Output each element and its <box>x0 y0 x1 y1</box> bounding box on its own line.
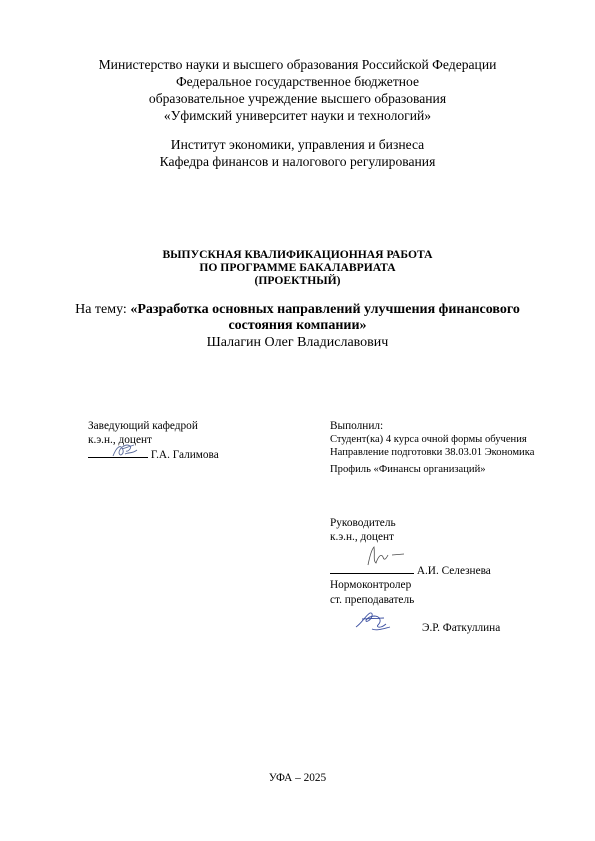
institution-type-line: Федеральное государственное бюджетное <box>175 74 420 89</box>
institute-name: Институт экономики, управления и бизнеса <box>170 137 425 152</box>
department-name: Кафедра финансов и налогового регулирования <box>159 154 436 169</box>
topic-line2 <box>0 318 595 334</box>
author-name: Шалагин Олег Владиславович <box>206 335 389 350</box>
head-degree: к.э.н., доцент <box>88 434 152 446</box>
head-signature-icon <box>110 440 140 462</box>
city-year: УФА – 2025 <box>268 772 327 784</box>
work-title-line1: ВЫПУСКНАЯ КВАЛИФИКАЦИОННАЯ РАБОТА <box>162 248 433 261</box>
norm-controller-role: Нормоконтролер <box>330 579 412 591</box>
topic-title-part1: «Разработка основных направлений улучшения финансового <box>130 302 520 317</box>
institution-education-line: образовательное учреждение высшего образования <box>148 91 447 106</box>
topic-title-part2: состояния компании» <box>228 318 367 333</box>
topic-prefix: На тему: <box>75 302 131 317</box>
norm-controller-name: Э.Р. Фаткуллина <box>422 622 501 634</box>
performer-label: Выполнил: <box>330 420 384 432</box>
head-signature-line <box>88 449 219 461</box>
norm-controller-position: ст. преподаватель <box>330 594 415 606</box>
performer-student: Студент(ка) 4 курса очной формы обучения <box>330 434 527 445</box>
norm-controller-signature-icon <box>352 607 396 637</box>
topic-line1 <box>0 302 595 318</box>
university-name: «Уфимский университет науки и технологий» <box>163 108 432 123</box>
work-title-line2: ПО ПРОГРАММЕ БАКАЛАВРИАТА <box>199 261 396 274</box>
performer-profile: Профиль «Финансы организаций» <box>330 464 486 475</box>
supervisor-name: А.И. Селезнева <box>416 565 491 577</box>
supervisor-signature-blank <box>330 572 414 574</box>
head-name: Г.А. Галимова <box>150 449 219 461</box>
supervisor-degree: к.э.н., доцент <box>330 531 394 543</box>
supervisor-signature-line <box>330 565 491 577</box>
performer-direction: Направление подготовки 38.03.01 Экономика <box>330 447 535 458</box>
supervisor-role: Руководитель <box>330 517 396 529</box>
head-role: Заведующий кафедрой <box>88 420 198 432</box>
work-title-line3: (ПРОЕКТНЫЙ) <box>254 274 341 287</box>
ministry-line: Министерство науки и высшего образования Российской Федерации <box>98 57 497 72</box>
